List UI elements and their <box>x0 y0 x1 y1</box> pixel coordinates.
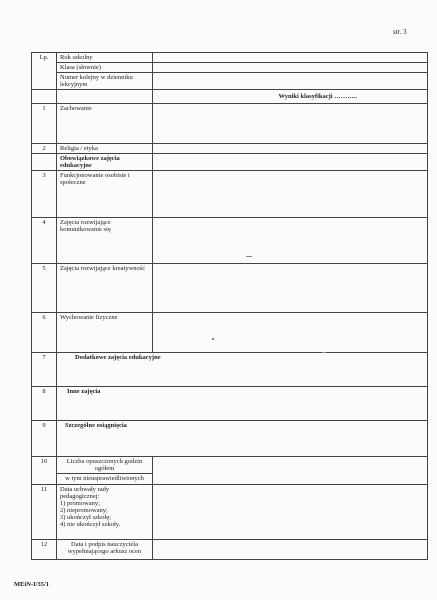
class-words-value <box>153 63 428 73</box>
lp-header: Lp. <box>32 53 57 90</box>
grade-cell-pe <box>153 313 428 353</box>
resolution-option: 1) promowany; <box>60 500 100 507</box>
row-number: 11 <box>32 485 57 540</box>
register-number-label: Numer kolejny w dzienniku lekcyjnym <box>57 73 153 90</box>
grade-cell-personal-social <box>153 171 428 218</box>
row-number: 10 <box>32 457 57 485</box>
school-year-value <box>153 53 428 63</box>
resolution-option: 2) niepromowany; <box>60 507 108 514</box>
row-number: 8 <box>32 387 57 421</box>
results-title: Wyniki klasyfikacji ……….. <box>153 90 428 104</box>
row-label-other: Inne zajęcia <box>57 387 428 421</box>
absences-main-label: Liczba opuszczonych godzin <box>66 458 143 465</box>
signature-value <box>153 540 428 560</box>
row-number: 2 <box>32 144 57 154</box>
register-number-value <box>153 73 428 90</box>
row-label-religion: Religia / etyka <box>57 144 153 154</box>
school-year-label: Rok szkolny <box>57 53 153 63</box>
row-label-personal-social: Funkcjonowanie osobiste i społeczne <box>57 171 153 218</box>
row-label-conduct: Zachowanie <box>57 104 153 144</box>
resolution-option: 4) nie ukończył szkoły. <box>60 521 121 528</box>
row-number: 9 <box>32 421 57 457</box>
row-label-signature: Data i podpis nauczyciela wypełniającego arkusz ocen <box>57 540 153 560</box>
row-label-achievements: Szczególne osiągnięcia <box>57 421 428 457</box>
page-number: str. 3 <box>393 28 407 36</box>
row-label-pe: Wychowanie fizyczne <box>57 313 153 353</box>
resolution-option: 3) ukończył szkołę; <box>60 514 111 521</box>
section-compulsory: Obowiązkowe zajęcia edukacyjne <box>57 154 153 171</box>
row-number: 4 <box>32 218 57 264</box>
grade-cell-communication <box>153 218 428 264</box>
row-number: 12 <box>32 540 57 560</box>
classification-table <box>31 52 428 560</box>
absences-total-label: ogółem <box>94 465 115 472</box>
resolution-label: Data uchwały rady pedagogicznej: <box>60 486 110 500</box>
grade-cell-creativity <box>153 264 428 313</box>
absences-unexcused-label: w tym nieusprawiedliwionych <box>57 473 152 482</box>
row-label-absences <box>57 457 153 485</box>
row-number: 1 <box>32 104 57 144</box>
row-number: 6 <box>32 313 57 353</box>
row-number: 3 <box>32 171 57 218</box>
row-label-creativity: Zajęcia rozwijające kreatywność <box>57 264 153 313</box>
row-number: 5 <box>32 264 57 313</box>
scan-speck <box>212 338 214 340</box>
resolution-value <box>153 485 428 540</box>
row-number: 7 <box>32 353 57 387</box>
scan-speck <box>246 256 252 257</box>
row-label-resolution <box>57 485 153 540</box>
grade-cell-conduct <box>153 104 428 144</box>
absences-value <box>153 457 428 485</box>
scan-speck <box>322 352 326 353</box>
form-code: MEiN-I/35/1 <box>14 581 50 588</box>
grade-cell-religion <box>153 144 428 154</box>
row-label-communication: Zajęcia rozwijające komunikowanie się <box>57 218 153 264</box>
class-words-label: Klasa (słownie) <box>57 63 153 73</box>
row-label-additional: Dodatkowe zajęcia edukacyjne <box>57 353 428 387</box>
